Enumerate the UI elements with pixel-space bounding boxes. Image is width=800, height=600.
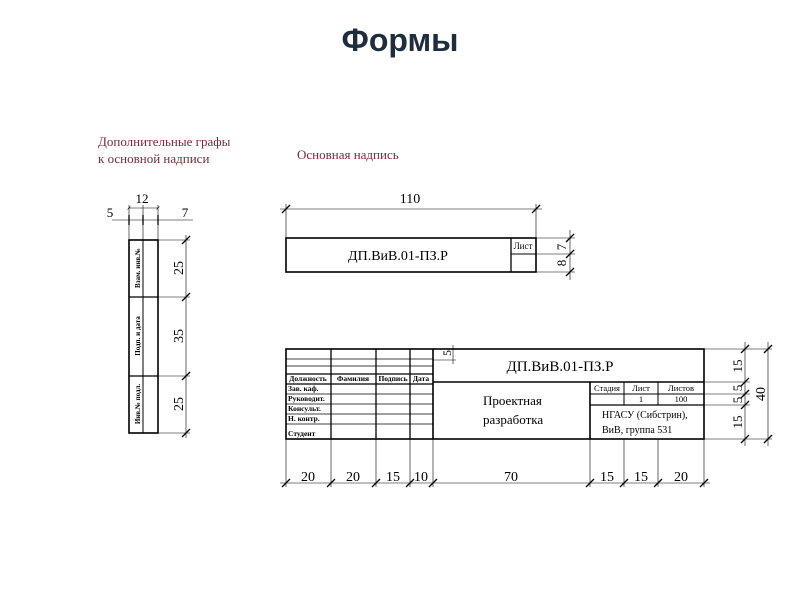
dim-right-3: 5 [730,396,745,404]
small-stamp-designation: ДП.ВиВ.01-ПЗ.Р [348,249,448,264]
dim-right-4: 15 [730,415,745,429]
small-stamp-sheet-label: Лист [513,241,533,251]
organization-line-2: ВиВ, группа 531 [602,425,673,436]
stage-header-stage: Стадия [594,383,620,393]
small-stamp-dim-top: 7 [554,243,569,251]
col-header-signature: Подпись [378,374,408,383]
small-stamp-dim-bottom: 8 [554,259,569,267]
stage-value-sheets: 100 [674,394,688,404]
side-dim-overall: 12 [135,191,149,206]
dim-bottom-4: 10 [414,470,428,485]
small-stamp-width: 110 [399,192,421,207]
project-name-line-1: Проектная [483,393,542,408]
dim-bottom-5: 70 [504,470,518,485]
dim-bottom-8: 20 [674,470,688,485]
stage-value-sheet: 1 [638,394,644,404]
dim-bottom-6: 15 [600,470,614,485]
caption-line-2: к основной надписи [98,151,210,166]
side-dim-height-3: 25 [172,397,187,411]
page-title: Формы [341,22,459,58]
col-header-surname: Фамилия [336,374,370,383]
col-header-position: Должность [289,374,327,383]
role-student: Студент [288,429,316,438]
role-supervisor: Руководит. [288,394,325,403]
project-name-line-2: разработка [483,412,544,427]
dim-right-1: 15 [730,359,745,373]
main-stamp-corner-dim: 5 [440,350,454,356]
side-cell-replacement: Взам. инв.№ [134,248,142,288]
role-consultant: Консульт. [288,404,321,413]
caption-line-1: Дополнительные графы [98,134,231,149]
stage-header-sheets: Листов [668,383,694,393]
dim-bottom-3: 15 [386,470,400,485]
role-norm-control: Н. контр. [288,414,320,423]
side-dim-left: 5 [106,205,114,220]
dim-bottom-7: 15 [634,470,648,485]
stage-header-sheet: Лист [632,383,650,393]
col-header-date: Дата [412,374,430,383]
side-cell-inventory: Инв.№ подл. [134,383,142,425]
side-dim-right: 7 [181,205,189,220]
side-dim-height-1: 25 [172,261,187,275]
side-cell-signature: Подп. и дата [134,316,142,356]
side-dim-height-2: 35 [172,329,187,343]
dim-right-2: 5 [730,384,745,392]
dim-bottom-1: 20 [301,470,315,485]
organization-line-1: НГАСУ (Сибстрин), [602,410,688,421]
main-stamp-designation: ДП.ВиВ.01-ПЗ.Р [506,359,614,375]
caption-main-stamp: Основная надпись [297,147,399,162]
role-head-of-dept: Зав. каф. [288,384,319,393]
dim-bottom-2: 20 [346,470,360,485]
dim-right-total: 40 [754,387,769,401]
